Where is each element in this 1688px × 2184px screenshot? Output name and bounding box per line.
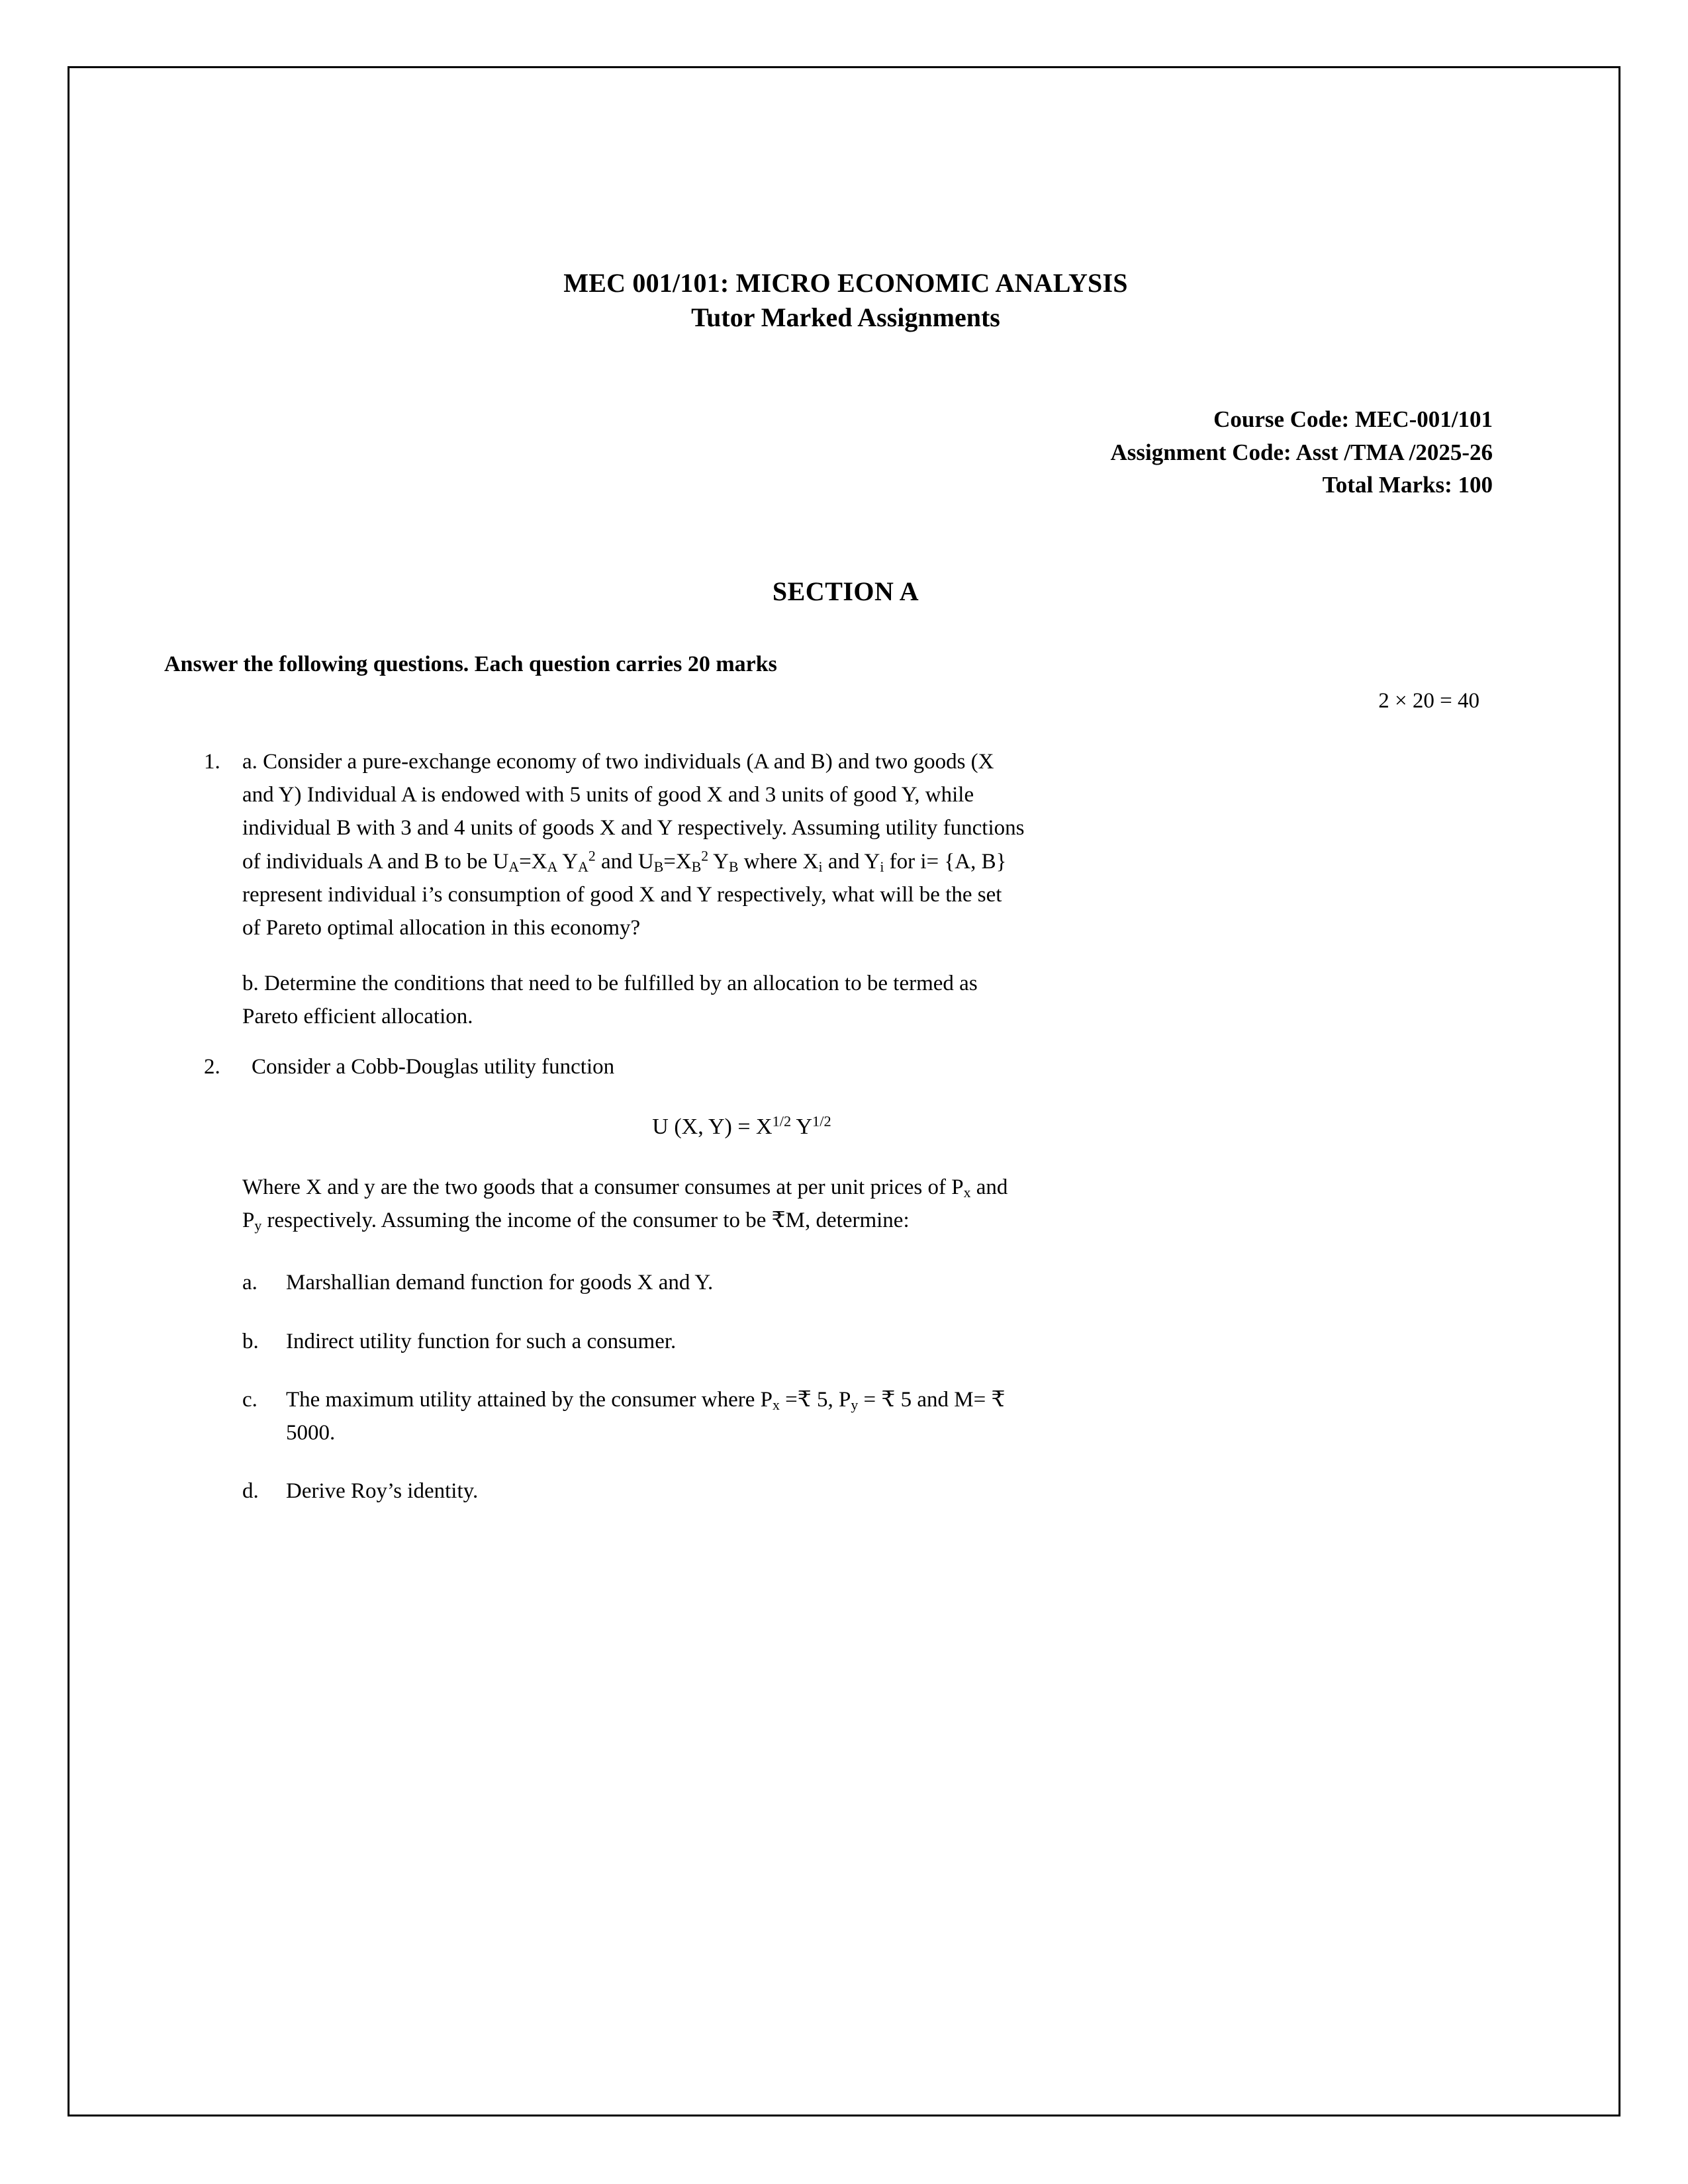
q1b-line-2: Pareto efficient allocation. xyxy=(242,1005,473,1029)
q1a-sub-a1: A xyxy=(508,858,520,875)
q1a-mid-6: where X xyxy=(738,849,819,874)
document-page xyxy=(68,66,1620,2116)
marks-distribution: 2 × 20 = 40 xyxy=(1378,689,1479,713)
q1a-mid-5: Y xyxy=(708,849,729,874)
q1a-sup-1: 2 xyxy=(588,848,596,864)
course-info-block xyxy=(199,403,1493,502)
q1a-mid-8: for i= {A, B} xyxy=(884,849,1007,874)
q2-utility-formula xyxy=(242,1110,1493,1144)
q2-subitem-b xyxy=(242,1325,1493,1358)
q2-formula-exponent-2: 1/2 xyxy=(812,1113,831,1130)
total-marks: Total Marks: 100 xyxy=(1322,472,1493,498)
section-heading: SECTION A xyxy=(772,576,919,607)
question-2-sublist xyxy=(242,1266,1493,1508)
q1a-sub-b1: B xyxy=(653,858,664,875)
q1a-line-4-formula xyxy=(242,845,1493,878)
q2-subitem-d-letter: d. xyxy=(242,1479,259,1504)
q2-price-x-sub: x xyxy=(963,1184,971,1201)
q1a-line-2: and Y) Individual A is endowed with 5 units of good X and 3 units of good Y, while xyxy=(242,783,974,807)
q2-c-price-y-sub: y xyxy=(851,1396,859,1413)
question-1-number: 1. xyxy=(204,750,220,774)
q2-para-line-2-post: respectively. Assuming the income of the consumer to be ₹M, determine: xyxy=(261,1208,910,1233)
q2-para-line-2 xyxy=(242,1204,1493,1237)
q2-subitem-c-pre: The maximum utility attained by the consumer where P xyxy=(286,1387,773,1412)
q1a-sub-a2: A xyxy=(547,858,558,875)
q2-subitem-a xyxy=(242,1266,1493,1299)
q2-formula-mid: Y xyxy=(791,1115,813,1140)
q1a-mid-1: =X xyxy=(519,849,547,874)
document-content xyxy=(164,267,1493,1537)
q1a-sub-b3: B xyxy=(729,858,739,875)
question-1-body xyxy=(242,745,1493,1033)
q1a-text-pre: of individuals A and B to be U xyxy=(242,849,509,874)
q2-subitem-a-text: Marshallian demand function for goods X and Y. xyxy=(286,1271,714,1295)
q2-subitem-c xyxy=(242,1383,1493,1449)
q1a-line-5: represent individual i’s consumption of good X and Y respectively, what will be the set xyxy=(242,882,1002,907)
q1a-line-6: of Pareto optimal allocation in this economy? xyxy=(242,915,641,940)
q2-stem: Consider a Cobb-Douglas utility function xyxy=(252,1055,615,1079)
q2-subitem-a-letter: a. xyxy=(242,1271,258,1295)
q2-subitem-c-mid-2: = ₹ 5 and M= ₹ xyxy=(858,1387,1006,1412)
q2-para-post: and xyxy=(970,1175,1008,1200)
q1a-mid-3: and U xyxy=(595,849,654,874)
question-2 xyxy=(199,1050,1493,1533)
q1a-mid-4: =X xyxy=(663,849,692,874)
q2-subitem-b-letter: b. xyxy=(242,1329,259,1353)
q1a-sub-a3: A xyxy=(578,858,588,875)
q1a-sub-b2: B xyxy=(691,858,702,875)
assignment-code: Assignment Code: Asst /TMA /2025-26 xyxy=(1110,439,1493,465)
q1a-line-1: a. Consider a pure-exchange economy of two individuals (A and B) and two goods (X xyxy=(242,750,994,774)
q2-subitem-c-letter: c. xyxy=(242,1387,258,1412)
question-1 xyxy=(199,745,1493,1033)
q2-para-line-1 xyxy=(242,1171,1493,1204)
question-list xyxy=(199,745,1493,1533)
q2-c-price-x-sub: x xyxy=(773,1396,780,1413)
q1a-sub-i1: i xyxy=(818,858,823,875)
q1a-sub-i2: i xyxy=(880,858,884,875)
instruction-line: Answer the following questions. Each question carries 20 marks xyxy=(164,652,777,677)
q2-para-pre: Where X and y are the two goods that a consumer consumes at per unit prices of P xyxy=(242,1175,964,1200)
page-subtitle: Tutor Marked Assignments xyxy=(691,302,1000,332)
q1a-line-3: individual B with 3 and 4 units of goods X and Y respectively. Assuming utility functions xyxy=(242,816,1025,841)
q2-subitem-c-mid-1: =₹ 5, P xyxy=(779,1387,851,1412)
q2-subitem-b-text: Indirect utility function for such a consumer. xyxy=(286,1329,677,1353)
q2-price-y-pre: P xyxy=(242,1208,255,1233)
q2-subitem-d xyxy=(242,1475,1493,1508)
q1a-mid-7: and Y xyxy=(822,849,880,874)
q2-formula-exponent-1: 1/2 xyxy=(772,1113,792,1130)
q1a-sup-2: 2 xyxy=(701,848,709,864)
q2-subitem-c-text xyxy=(286,1383,1493,1449)
q2-price-y-sub: y xyxy=(254,1218,262,1234)
q2-formula-lead: U (X, Y) = X xyxy=(652,1115,773,1140)
q2-subitem-c-line-2: 5000. xyxy=(286,1420,336,1445)
question-2-body xyxy=(242,1050,1493,1533)
q2-subitem-d-text: Derive Roy’s identity. xyxy=(286,1479,479,1504)
question-2-number: 2. xyxy=(204,1055,220,1079)
course-code: Course Code: MEC-001/101 xyxy=(1213,406,1493,432)
q1a-mid-2: Y xyxy=(557,849,579,874)
q1b-line-1: b. Determine the conditions that need to be fulfilled by an allocation to be termed as xyxy=(242,972,978,995)
page-title: MEC 001/101: MICRO ECONOMIC ANALYSIS xyxy=(563,268,1128,298)
